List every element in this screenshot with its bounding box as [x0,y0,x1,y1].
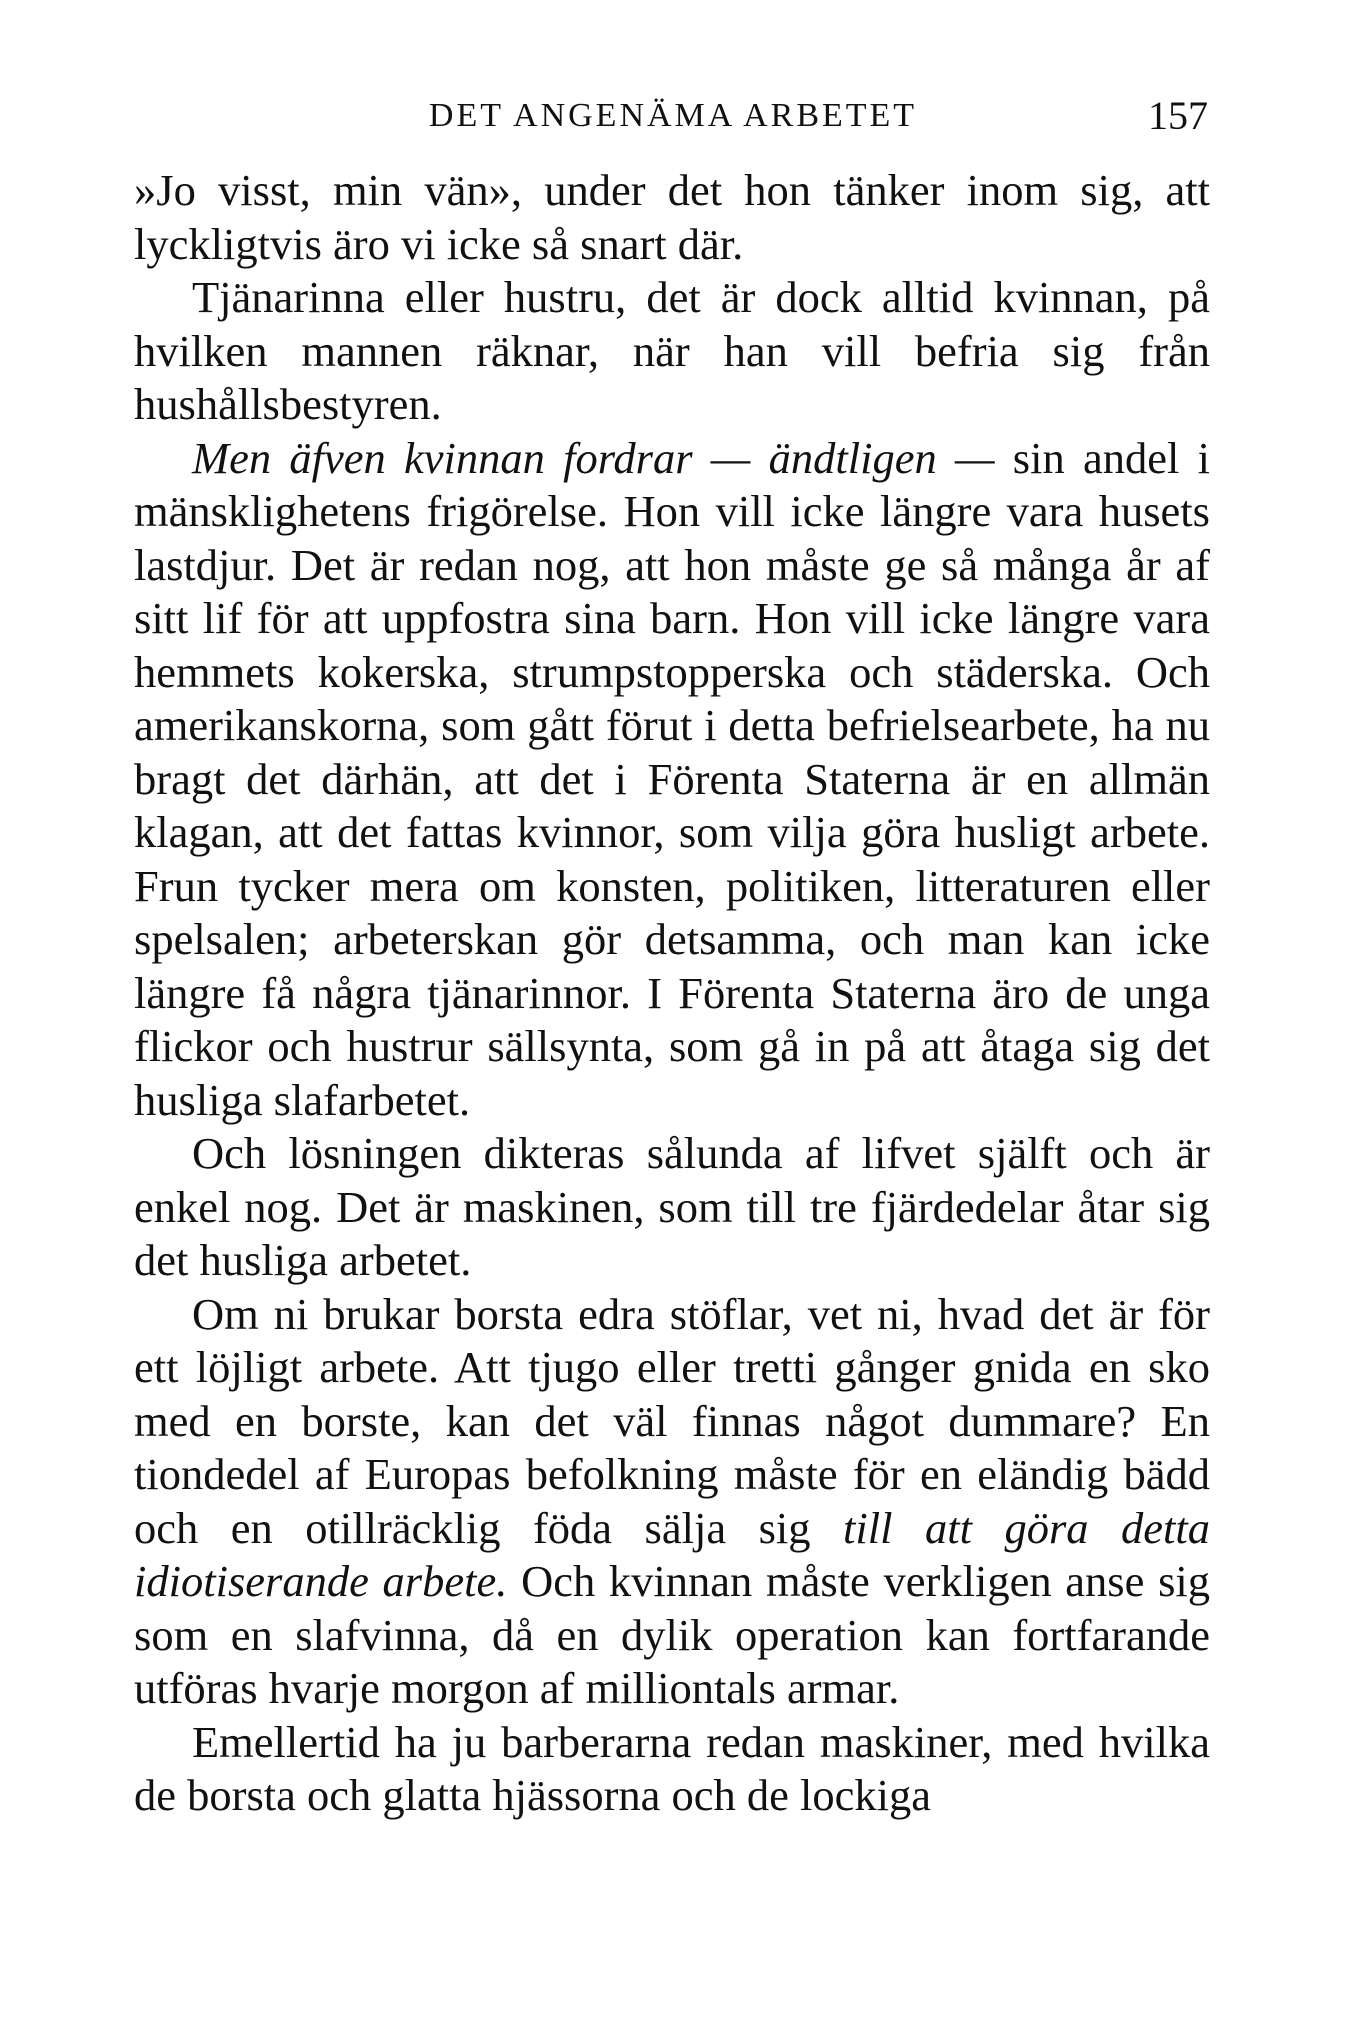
paragraph-3 [134,432,1210,1128]
paragraph-5-italic-phrase: till att göra detta idiotiserande arbete. [134,1502,1210,1606]
page-number: 157 [1148,93,1208,138]
body-text [134,164,1210,1823]
running-head [138,92,1208,140]
paragraph-5-text-start: Om ni brukar borsta edra stöflar, vet ni, hvad det är för ett löjligt arbete. Att tjugo eller tretti gånger gnida en sko med en borste, kan det väl finnas något dummare? En tiondedel af Europas befolkning måste för en eländig bädd och en otillräcklig föda sälja sig [134,1288,1210,1553]
paragraph-1: »Jo visst, min vän», under det hon tänker inom sig, att lyckligtvis äro vi icke så snart där. [134,165,1210,269]
paragraph-5 [134,1288,1210,1716]
paragraph-3-italic-phrase: Men äfven kvinnan fordrar — ändtligen — [192,432,995,483]
paragraph-2: Tjänarinna eller hustru, det är dock alltid kvinnan, på hvilken mannen räknar, när han vill befria sig från hushållsbestyren. [134,272,1210,429]
paragraph-5-text-rest: Och kvinnan måste verkligen anse sig som en slafvinna, då en dylik operation kan fortfarande utföras hvarje morgon af milliontals armar. [134,1556,1210,1713]
paragraph-3-text: sin andel i mänsklighetens frigörelse. Hon vill icke längre vara husets lastdjur. Det är redan nog, att hon måste ge så många år af sitt lif för att uppfostra sina barn. Hon vill icke längre vara hemmets kokerska, strumpstopperska och städerska. Och amerikanskorna, som gått förut i detta befrielsearbete, ha nu bragt det därhän, att det i Förenta Staterna är en allmän klagan, att det fattas kvinnor, som vilja göra husligt arbete. Frun tycker mera om konsten, politiken, litteraturen eller spelsalen; arbeterskan gör detsamma, och man kan icke längre få några tjänarinnor. I Förenta Staterna äro de unga flickor och hustrur sällsynta, som gå in på att åtaga sig det husliga slafarbetet. [134,432,1210,1125]
running-title: DET ANGENÄMA ARBETET [428,97,918,134]
paragraph-6: Emellertid ha ju barberarna redan maskiner, med hvilka de borsta och glatta hjässorna och de lockiga [134,1716,1210,1820]
paragraph-4: Och lösningen dikteras sålunda af lifvet själft och är enkel nog. Det är maskinen, som till tre fjärdedelar åtar sig det husliga arbetet. [134,1128,1210,1285]
